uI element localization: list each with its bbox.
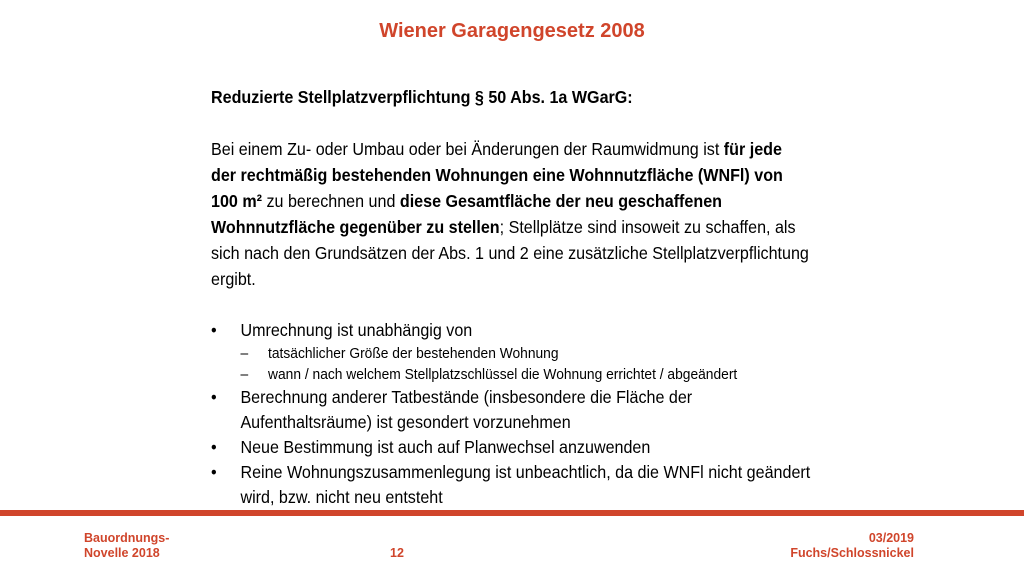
bullet-item [211, 385, 811, 435]
paragraph-bold-1: für jede der rechtmäßig bestehenden Wohnungen eine Wohnnutzfläche (WNFl) von 100 m² [211, 139, 783, 211]
dash-icon: – [240, 345, 249, 362]
page-number: 12 [390, 546, 404, 560]
footer-left-line2: Novelle 2018 [84, 546, 160, 560]
footer-divider [0, 510, 1024, 516]
bullet-dot-icon: • [211, 320, 217, 340]
footer-left [84, 531, 169, 561]
bullet-list [211, 318, 811, 510]
bullet-text: Umrechnung ist unabhängig von [240, 320, 473, 340]
bullet-text: Reine Wohnungszusammenlegung ist unbeachtlich, da die WNFl nicht geändert wird, bzw. nicht neu entsteht [240, 462, 811, 507]
bullet-item [211, 318, 811, 385]
slide-title: Wiener Garagengesetz 2008 [379, 20, 645, 42]
sub-bullet-text: tatsächlicher Größe der bestehenden Wohnung [268, 345, 559, 362]
bullet-dot-icon: • [211, 437, 217, 457]
footer-left-line1: Bauordnungs- [84, 531, 170, 545]
paragraph-text-2: zu berechnen und [262, 191, 400, 211]
sub-bullet-item [240, 343, 810, 364]
bullet-dot-icon: • [211, 387, 217, 407]
footer-right [700, 531, 914, 561]
intro-paragraph [211, 136, 811, 292]
paragraph-bold-2: diese Gesamtfläche der neu geschaffenen Wohnnutzfläche gegenüber zu stellen [211, 191, 723, 237]
sub-bullet-list [240, 343, 810, 385]
footer-authors: Fuchs/Schlossnickel [790, 546, 914, 560]
bullet-text: Berechnung anderer Tatbestände (insbesondere die Fläche der Aufenthaltsräume) ist gesondert vorzunehmen [240, 387, 693, 432]
paragraph-text-3: ; Stellplätze sind insoweit zu schaffen, als sich nach den Grundsätzen der Abs. 1 und 2 eine zusätzliche Stellplatzverpflichtung ergibt. [211, 217, 809, 289]
bullet-item [211, 460, 811, 510]
bullet-item [211, 435, 811, 460]
bullet-text: Neue Bestimmung ist auch auf Planwechsel anzuwenden [240, 437, 651, 457]
slide-content [211, 84, 811, 510]
bullet-dot-icon: • [211, 462, 217, 482]
dash-icon: – [240, 366, 249, 383]
footer-date: 03/2019 [868, 531, 914, 545]
sub-bullet-text: wann / nach welchem Stellplatzschlüssel die Wohnung errichtet / abgeändert [268, 366, 738, 383]
sub-bullet-item [240, 364, 810, 385]
paragraph-text-1: Bei einem Zu- oder Umbau oder bei Änderungen der Raumwidmung ist [211, 139, 724, 159]
section-subtitle: Reduzierte Stellplatzverpflichtung § 50 Abs. 1a WGarG: [211, 87, 633, 107]
